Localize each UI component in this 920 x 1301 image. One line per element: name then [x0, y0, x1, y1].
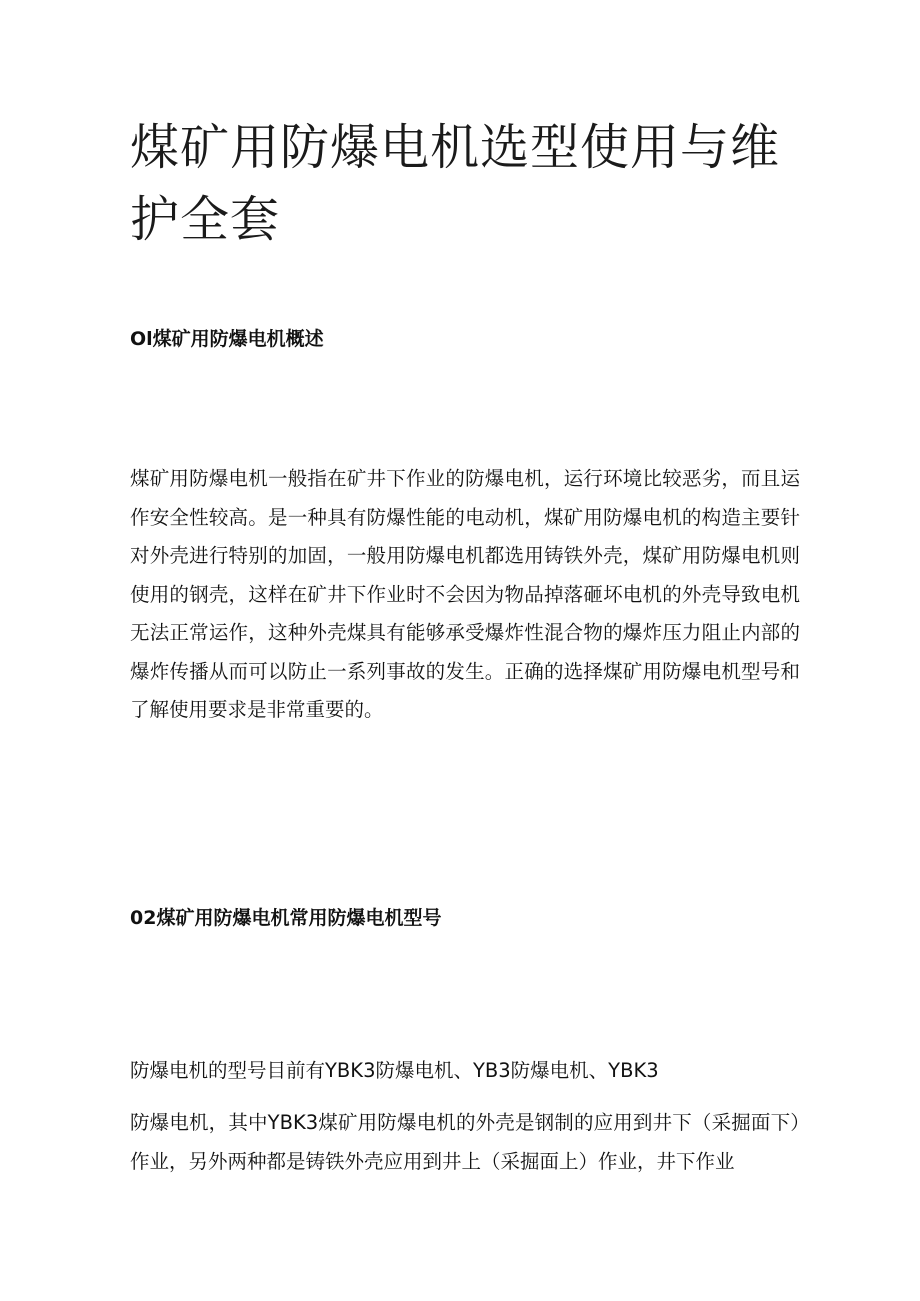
document-title: 煤矿用防爆电机选型使用与维护全套 — [130, 119, 781, 248]
overview-paragraph: 煤矿用防爆电机一般指在矿井下作业的防爆电机，运行环境比较恶劣，而且运作安全性较高。是一种具有防爆性能的电动机，煤矿用防爆电机的构造主要针对外壳进行特别的加固，一般用防爆电机都选用铸铁外壳，煤矿用防爆电机则使用的钢壳，这样在矿井下作业时不会因为物品掉落砸坏电机的外壳导致电机无法正常运作，这种外壳煤具有能够承受爆炸性混合物的爆炸压力阻止内部的爆炸传播从而可以防止一系列事故的发生。正确的选择煤矿用防爆电机型号和了解使用要求是非常重要的。 — [130, 467, 800, 721]
models-paragraph-detail: 防爆电机，其中YBK3煤矿用防爆电机的外壳是钢制的应用到井下（采掘面下）作业，另外两种都是铸铁外壳应用到井上（采掘面上）作业，井下作业 — [130, 1111, 800, 1173]
section-heading-models: 02煤矿用防爆电机常用防爆电机型号 — [130, 907, 442, 929]
section-heading-overview: Ol煤矿用防爆电机概述 — [130, 328, 324, 350]
models-paragraph-intro: 防爆电机的型号目前有YBK3防爆电机、YB3防爆电机、YBK3 — [130, 1059, 659, 1082]
